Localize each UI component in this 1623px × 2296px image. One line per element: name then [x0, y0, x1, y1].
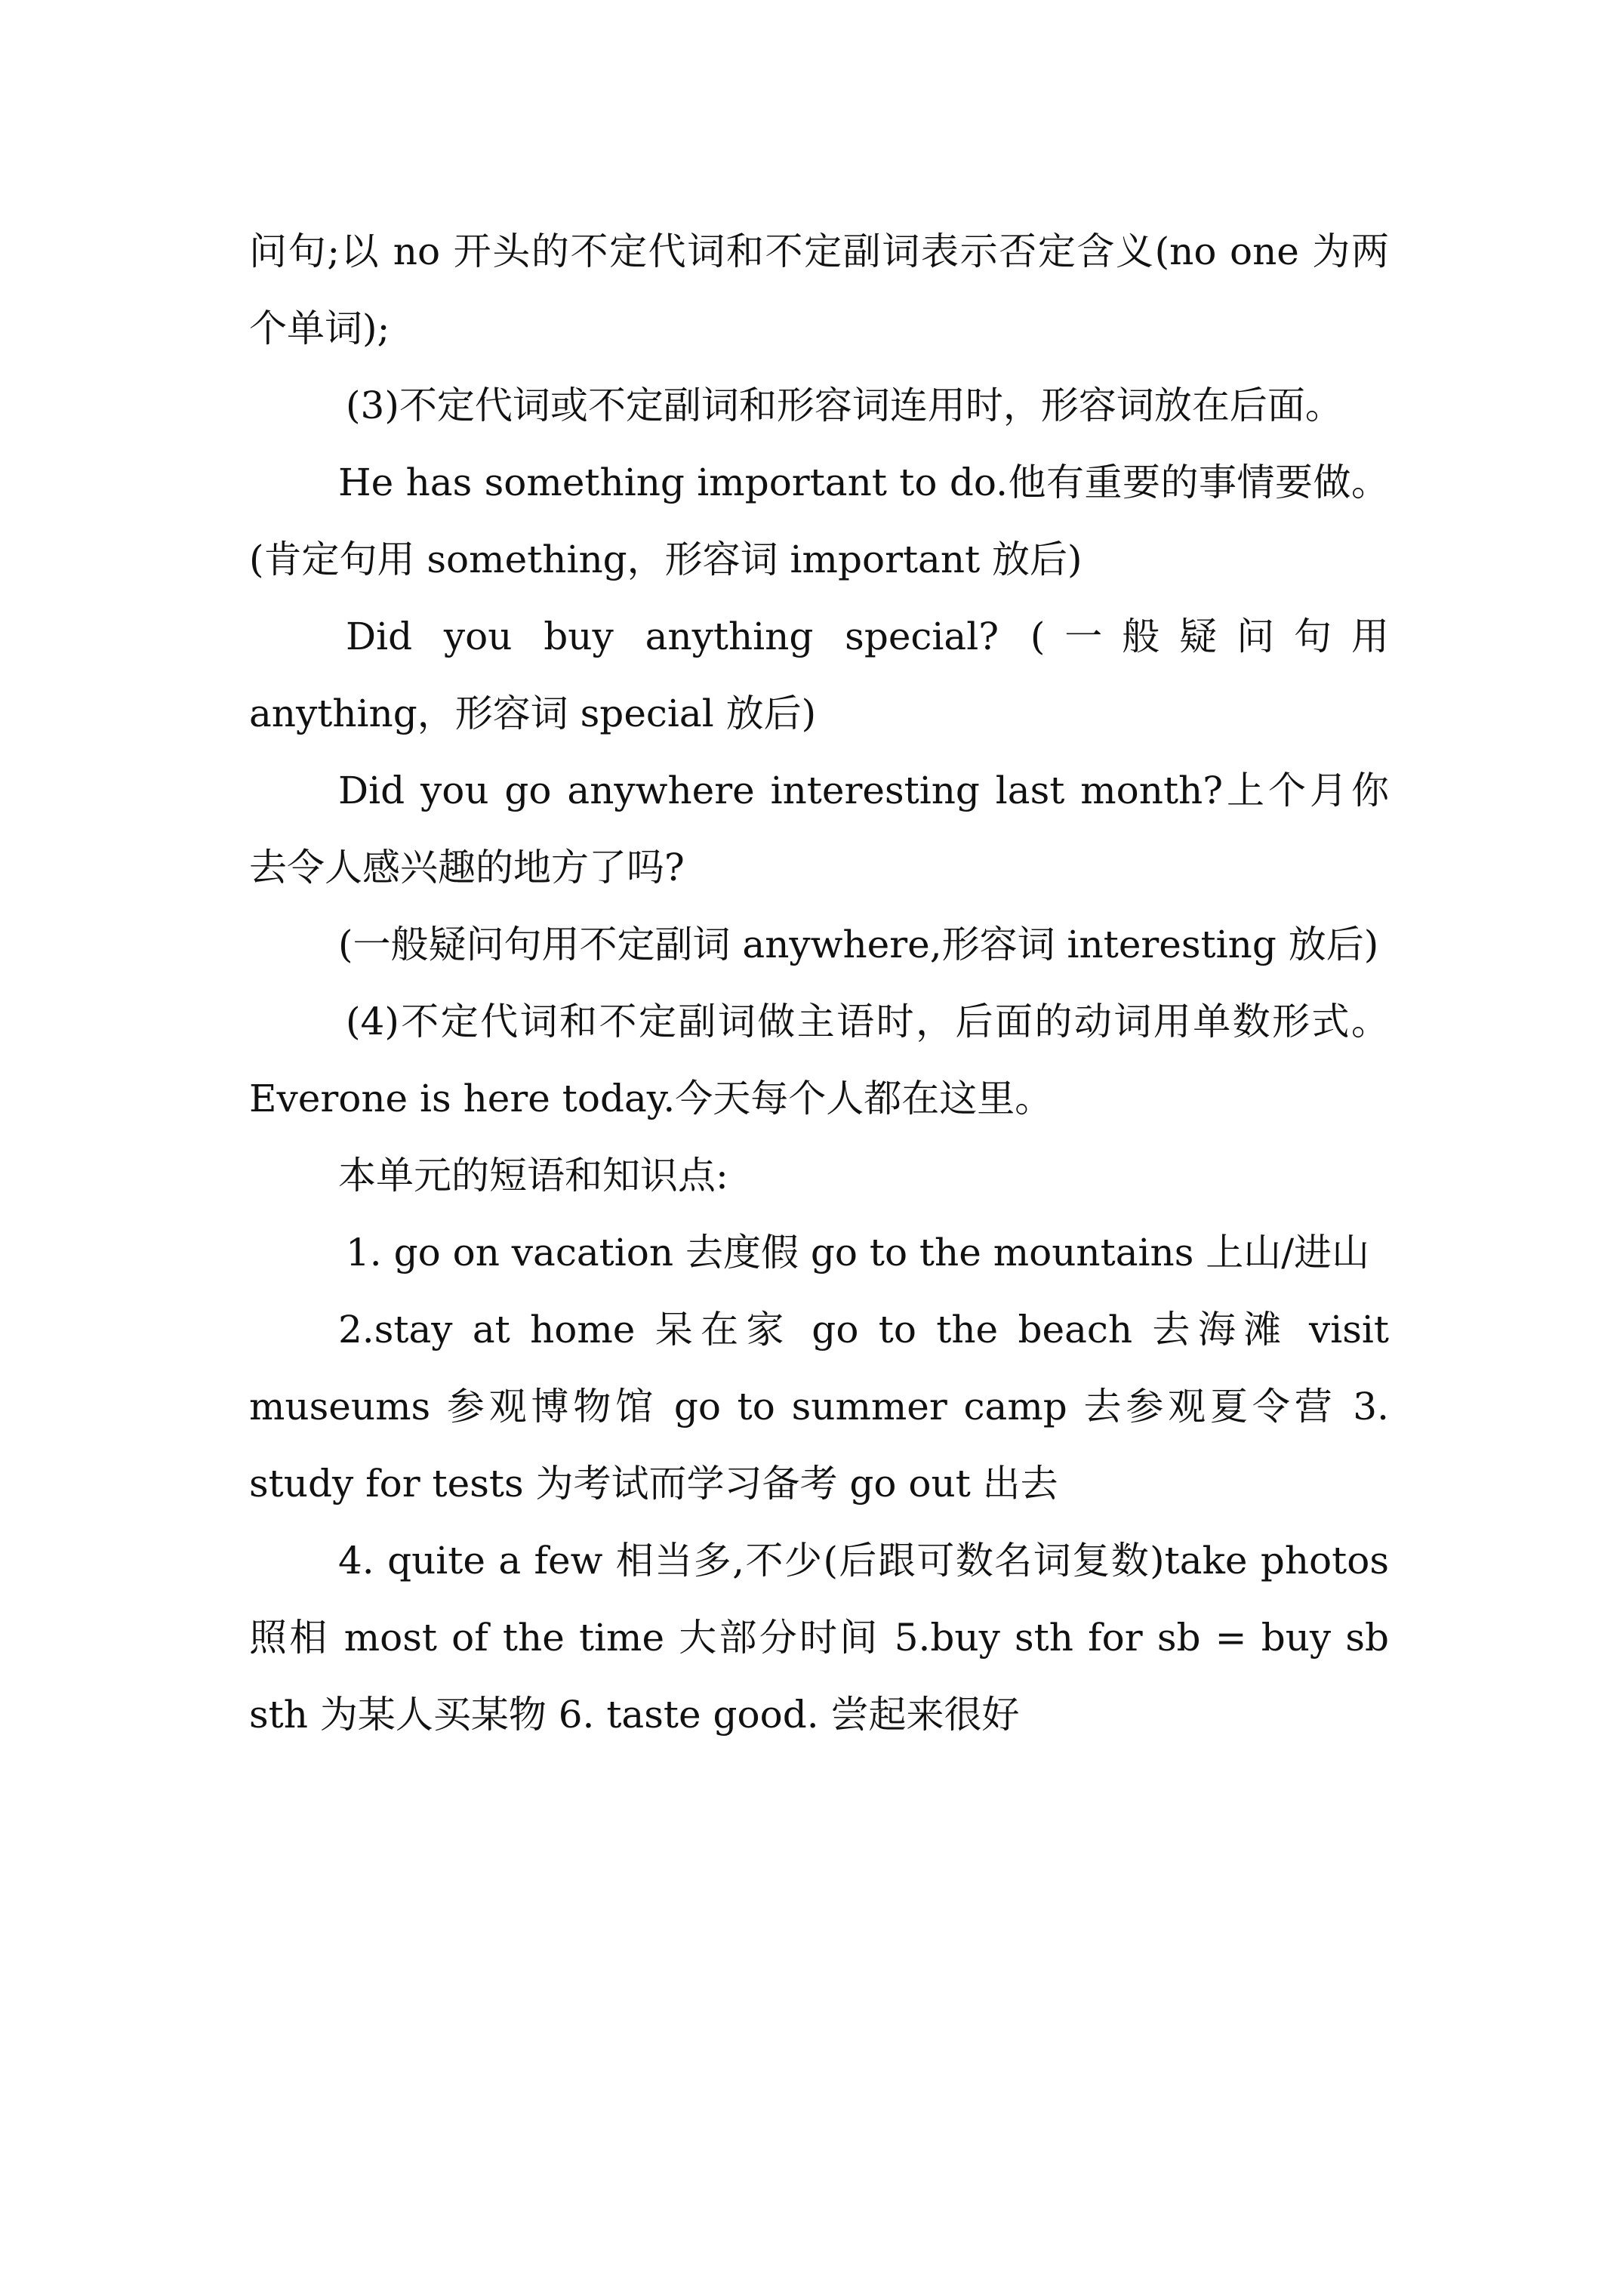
paragraph-1: 问句;以 no 开头的不定代词和不定副词表示否定含义(no one 为两个单词);	[249, 230, 1389, 350]
paragraph-3: He has something important to do.他有重要的事情要做。(肯定句用 something，形容词 important 放后)	[249, 461, 1389, 581]
paragraph-10: 2.stay at home 呆在家 go to the beach 去海滩 visit museums 参观博物馆 go to summer camp 去参观夏令营 3. study for tests 为考试而学习备考 go out 出去	[249, 1308, 1389, 1505]
paragraph-9: 1. go on vacation 去度假 go to the mountains 上山/进山	[346, 1231, 1370, 1274]
paragraph-11: 4. quite a few 相当多,不少(后跟可数名词复数)take photos 照相 most of the time 大部分时间 5.buy sth for sb = buy sb sth 为某人买某物 6. taste good. 尝起来很好	[249, 1539, 1389, 1737]
document-body	[249, 213, 1389, 1753]
paragraph-6: (一般疑问句用不定副词 anywhere,形容词 interesting 放后)	[338, 923, 1379, 966]
paragraph-8: 本单元的短语和知识点:	[338, 1154, 728, 1197]
paragraph-5: Did you go anywhere interesting last month?上个月你去令人感兴趣的地方了吗?	[249, 769, 1389, 889]
paragraph-7: (4)不定代词和不定副词做主语时，后面的动词用单数形式。Everone is here today.今天每个人都在这里。	[249, 1000, 1389, 1120]
paragraph-2: (3)不定代词或不定副词和形容词连用时，形容词放在后面。	[346, 384, 1343, 427]
paragraph-4: Did you buy anything special? (一般疑问句用 anything，形容词 special 放后)	[249, 615, 1389, 735]
